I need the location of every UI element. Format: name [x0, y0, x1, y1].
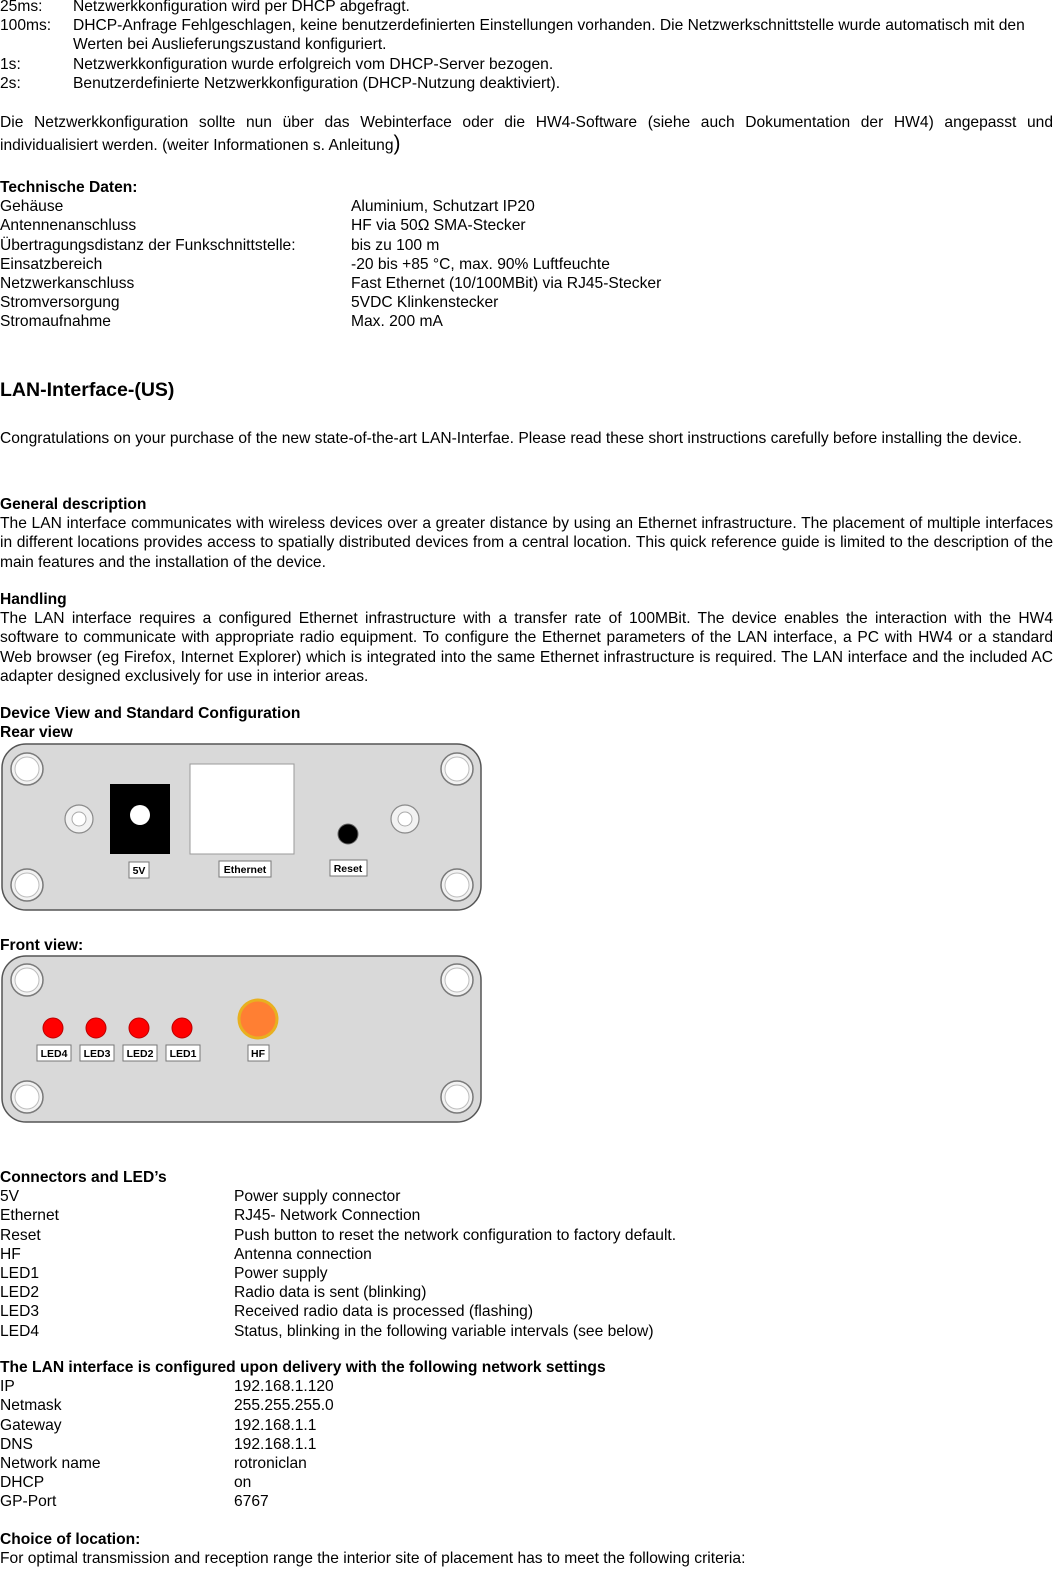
tech-row: [0, 216, 1053, 235]
corner-mount-icon: [441, 753, 473, 785]
tech-value: 5VDC Klinkenstecker: [351, 294, 499, 312]
power-label: 5V: [132, 865, 146, 877]
tech-key: Stromaufnahme: [0, 313, 111, 331]
network-settings: [0, 1358, 1053, 1512]
connector-row: [0, 1264, 1053, 1283]
connector-value: Antenna connection: [234, 1245, 372, 1263]
reset-button-icon: [338, 824, 358, 844]
boot-time: 100ms:: [0, 17, 52, 35]
connector-key: LED1: [0, 1265, 40, 1283]
network-key: IP: [0, 1378, 15, 1396]
screw-icon: [65, 805, 93, 833]
led4-icon: [43, 1018, 63, 1038]
location-section: [0, 1530, 1053, 1568]
network-key: Gateway: [0, 1416, 62, 1434]
led4-label: LED4: [40, 1048, 68, 1060]
tech-value: HF via 50Ω SMA-Stecker: [351, 217, 526, 235]
tech-key: Einsatzbereich: [0, 255, 103, 273]
handling: [0, 590, 1053, 686]
network-row: [0, 1377, 1053, 1396]
network-key: DHCP: [0, 1474, 45, 1492]
network-row: [0, 1454, 1053, 1473]
connector-row: [0, 1283, 1053, 1302]
connector-row: [0, 1245, 1053, 1264]
front-panel: [2, 956, 481, 1122]
connector-row: [0, 1322, 1053, 1341]
connector-key: Ethernet: [0, 1207, 59, 1225]
connector-key: LED4: [0, 1322, 40, 1340]
connectors-table: [0, 1168, 1053, 1341]
corner-mount-icon: [441, 964, 473, 996]
network-value: rotroniclan: [234, 1455, 307, 1473]
tech-title: Technische Daten:: [0, 179, 138, 196]
connector-key: LED3: [0, 1303, 40, 1321]
rear-title: Rear view: [0, 724, 73, 741]
connector-key: 5V: [0, 1188, 20, 1206]
ethernet-port-icon: [190, 764, 294, 854]
front-title: Front view:: [0, 937, 84, 954]
network-title: The LAN interface is configured upon delivery with the following network settings: [0, 1359, 606, 1376]
connector-row: [0, 1187, 1053, 1206]
config-note: [0, 112, 1053, 156]
boot-log-row: [0, 55, 1053, 74]
boot-text: Benutzerdefinierte Netzwerkkonfiguration (DHCP-Nutzung deaktiviert).: [73, 74, 561, 92]
tech-row: [0, 236, 1053, 255]
network-key: DNS: [0, 1435, 33, 1453]
led2-icon: [129, 1018, 149, 1038]
led3-icon: [86, 1018, 106, 1038]
boot-text: Netzwerkkonfiguration wird per DHCP abgefragt.: [73, 0, 410, 15]
location-text: For optimal transmission and reception range the interior site of placement has to meet the following criteria:: [0, 1550, 746, 1568]
boot-time: 25ms:: [0, 0, 43, 15]
corner-mount-icon: [441, 869, 473, 901]
intro-paragraph: Congratulations on your purchase of the new state-of-the-art LAN-Interfae. Please read these short instructions carefully before installing the device.: [0, 430, 1022, 447]
power-jack-hole: [130, 805, 150, 825]
handling-text: The LAN interface requires a configured Ethernet infrastructure with a transfer rate of 100MBit. The device enables the interaction with the HW4 software to communicate with appropriate radio equipment. To configure the Ethernet parameters of the LAN interface, a PC with HW4 or a standard Web browser (eg Firefox, Internet Explorer) which is integrated into the same Ethernet infrastructure is required. The LAN interface and the included AC adapter designed exclusively for use in interior areas.: [0, 610, 1053, 685]
network-row: [0, 1435, 1053, 1454]
connector-value: Radio data is sent (blinking): [234, 1284, 427, 1302]
connector-value: Received radio data is processed (flashing): [234, 1303, 534, 1321]
boot-time: 2s:: [0, 74, 21, 92]
network-row: [0, 1396, 1053, 1415]
handling-title: Handling: [0, 591, 67, 608]
tech-row: [0, 255, 1053, 274]
front-panel-svg: [0, 954, 485, 1126]
tech-row: [0, 197, 1053, 216]
tech-value: Fast Ethernet (10/100MBit) via RJ45-Stecker: [351, 275, 662, 293]
led3-label: LED3: [83, 1048, 111, 1060]
connectors-title: Connectors and LED’s: [0, 1169, 167, 1186]
boot-text: DHCP-Anfrage Fehlgeschlagen, keine benutzerdefinierten Einstellungen vorhanden. Die Netzwerkschnittstelle wurde automatisch mit den Werten bei Auslieferungszustand konfiguriert.: [73, 17, 1025, 54]
tech-key: Netzwerkanschluss: [0, 275, 135, 293]
boot-text: Netzwerkkonfiguration wurde erfolgreich vom DHCP-Server bezogen.: [73, 55, 554, 73]
corner-mount-icon: [11, 964, 43, 996]
tech-value: Aluminium, Schutzart IP20: [351, 198, 535, 216]
connector-key: HF: [0, 1245, 21, 1263]
network-value: 6767: [234, 1493, 269, 1511]
connector-key: Reset: [0, 1226, 41, 1244]
network-row: [0, 1492, 1053, 1511]
connector-value: Status, blinking in the following variable intervals (see below): [234, 1322, 654, 1340]
tech-value: Max. 200 mA: [351, 313, 443, 331]
connector-value: Power supply: [234, 1265, 328, 1283]
network-value: 192.168.1.1: [234, 1435, 317, 1453]
config-note-paren: ): [393, 132, 401, 155]
location-title: Choice of location:: [0, 1531, 141, 1548]
connector-row: [0, 1302, 1053, 1321]
tech-value: -20 bis +85 °C, max. 90% Luftfeuchte: [351, 255, 610, 273]
tech-value: bis zu 100 m: [351, 236, 440, 254]
device-title: Device View and Standard Configuration: [0, 705, 301, 722]
tech-data: [0, 178, 1053, 332]
general-title: General description: [0, 496, 147, 513]
screw-icon: [391, 805, 419, 833]
corner-mount-icon: [441, 1081, 473, 1113]
reset-label: Reset: [333, 863, 363, 875]
connector-row: [0, 1206, 1053, 1225]
rear-view-diagram: [0, 742, 485, 914]
general-description: [0, 495, 1053, 572]
led2-label: LED2: [126, 1048, 154, 1060]
section-heading: LAN-Interface-(US): [0, 379, 175, 401]
hf-label: HF: [251, 1048, 265, 1060]
tech-row: [0, 274, 1053, 293]
corner-mount-icon: [11, 1081, 43, 1113]
network-row: [0, 1416, 1053, 1435]
antenna-connector-icon: [239, 1000, 277, 1038]
led1-icon: [172, 1018, 192, 1038]
connector-value: RJ45- Network Connection: [234, 1207, 421, 1225]
tech-key: Übertragungsdistanz der Funkschnittstelle:: [0, 236, 296, 254]
network-value: on: [234, 1474, 252, 1492]
tech-row: [0, 293, 1053, 312]
led1-label: LED1: [169, 1048, 197, 1060]
network-value: 192.168.1.120: [234, 1378, 334, 1396]
ethernet-label: Ethernet: [223, 864, 267, 876]
tech-key: Gehäuse: [0, 198, 64, 216]
tech-key: Antennenanschluss: [0, 217, 137, 235]
network-value: 255.255.255.0: [234, 1397, 334, 1415]
connector-value: Push button to reset the network configuration to factory default.: [234, 1226, 677, 1244]
connector-row: [0, 1226, 1053, 1245]
boot-time: 1s:: [0, 55, 21, 73]
boot-log-row: [0, 16, 1053, 54]
boot-log-row: [0, 74, 1053, 93]
config-note-text: Die Netzwerkkonfiguration sollte nun über das Webinterface oder die HW4-Software (siehe auch Dokumentation der HW4) angepasst und individualisiert werden. (weiter Informationen s. Anleitung: [0, 114, 1053, 154]
network-key: GP-Port: [0, 1493, 57, 1511]
network-value: 192.168.1.1: [234, 1416, 317, 1434]
network-key: Network name: [0, 1455, 101, 1473]
connector-key: LED2: [0, 1284, 40, 1302]
boot-log-row: [0, 0, 1053, 16]
tech-key: Stromversorgung: [0, 294, 120, 312]
network-row: [0, 1473, 1053, 1492]
general-text: The LAN interface communicates with wireless devices over a greater distance by using an Ethernet infrastructure. The placement of multiple interfaces in different locations provides access to spatially distributed devices from a central location. This quick reference guide is limited to the description of the main features and the installation of the device.: [0, 515, 1053, 571]
tech-row: [0, 312, 1053, 331]
rear-panel-svg: [0, 742, 485, 914]
front-view-diagram: [0, 954, 485, 1126]
connector-value: Power supply connector: [234, 1188, 401, 1206]
boot-log: [0, 0, 1053, 93]
network-key: Netmask: [0, 1397, 62, 1415]
corner-mount-icon: [11, 869, 43, 901]
corner-mount-icon: [11, 753, 43, 785]
